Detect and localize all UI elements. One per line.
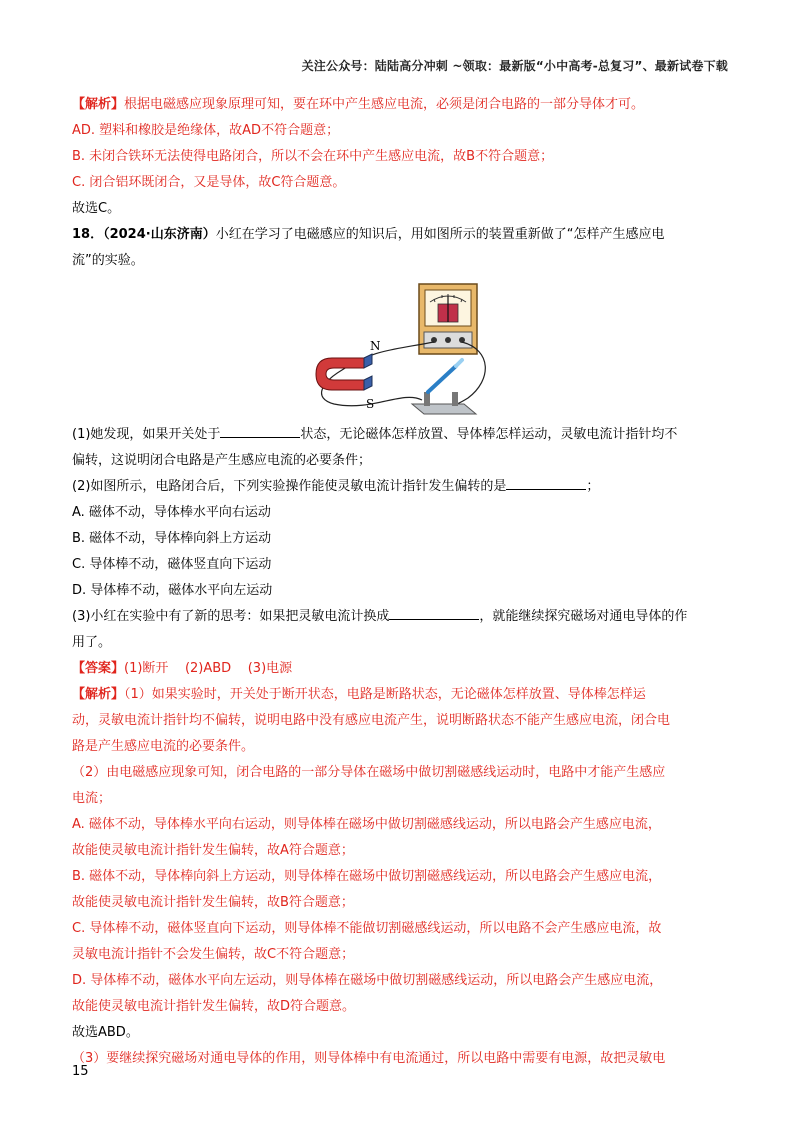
- a2-a-line-1: A. 磁体不动，导体棒水平向右运动，则导体棒在磁场中做切割磁感线运动，所以电路会产生感应电流，: [72, 817, 661, 832]
- conductor-rod-assembly: [412, 360, 476, 414]
- q18-part1-line1: [72, 422, 728, 448]
- q18-part1-line2: 偏转，这说明闭合电路是产生感应电流的必要条件；: [72, 453, 372, 468]
- answer-blank-3[interactable]: [389, 604, 479, 620]
- a2-choice: 故选ABD。: [72, 1025, 139, 1040]
- answer-text: (1)断开 (2)ABD (3)电源: [124, 661, 293, 676]
- q18-part2: [72, 474, 728, 500]
- q18-stem-1: [72, 222, 728, 248]
- a2-c-line-1: C. 导体棒不动，磁体竖直向下运动，则导体棒不能做切割磁感线运动，所以电路不会产生感应电流，故: [72, 921, 662, 936]
- q18-number: 18．: [72, 227, 104, 242]
- option-b: B. 磁体不动，导体棒向斜上方运动: [72, 531, 272, 546]
- page-header: 关注公众号：陆陆高分冲刺 ~领取：最新版“小中高考-总复习”、最新试卷下载: [301, 59, 728, 73]
- q18-answer: [72, 656, 728, 682]
- a1-line-2: 动，灵敏电流计指针均不偏转，说明电路中没有感应电流产生，说明断路状态不能产生感应电流，闭合电: [72, 713, 671, 728]
- p2-text-b: ；: [586, 479, 600, 494]
- a2-b-line-2: 故能使灵敏电流计指针发生偏转，故B符合题意；: [72, 895, 354, 910]
- q18-analysis-1: [72, 682, 728, 708]
- q18-part3-line1: [72, 604, 728, 630]
- page-number: 15: [72, 1064, 89, 1079]
- page-content: [72, 92, 728, 1072]
- option-c: C. 导体棒不动，磁体竖直向下运动: [72, 557, 272, 572]
- a2-d-line-2: 故能使灵敏电流计指针发生偏转，故D符合题意。: [72, 999, 356, 1014]
- p3-text-b: ，就能继续探究磁场对通电导体的作: [479, 609, 688, 624]
- p1-text-b: 状态，无论磁体怎样放置、导体棒怎样运动，灵敏电流计指针均不: [300, 427, 678, 442]
- prev-choice: 故选C。: [72, 201, 121, 216]
- answer-label: 【答案】: [72, 661, 125, 676]
- a1-line-3: 路是产生感应电流的必要条件。: [72, 739, 255, 754]
- a2-c-line-2: 灵敏电流计指针不会发生偏转，故C不符合题意；: [72, 947, 355, 962]
- answer-blank-2[interactable]: [506, 474, 586, 490]
- experiment-illustration: [72, 280, 728, 422]
- a3-line-1: （3）要继续探究磁场对通电导体的作用，则导体棒中有电流通过，所以电路中需要有电源，故把灵敏电: [72, 1051, 666, 1066]
- option-d: D. 导体棒不动，磁体水平向左运动: [72, 583, 273, 598]
- p3-text-a: (3)小红在实验中有了新的思考：如果把灵敏电流计换成: [72, 609, 390, 624]
- a1-line-1: （1）如果实验时，开关处于断开状态，电路是断路状态，无论磁体怎样放置、导体棒怎样运: [124, 687, 646, 702]
- q18-part3-line2: 用了。: [72, 635, 112, 650]
- magnet-n-label: N: [370, 339, 381, 353]
- a2-d-line-1: D. 导体棒不动，磁体水平向左运动，则导体棒在磁场中做切割磁感线运动，所以电路会产生感应电流，: [72, 973, 663, 988]
- experiment-figure: [72, 280, 728, 422]
- prev-line-c: C. 闭合铝环既闭合，又是导体，故C符合题意。: [72, 175, 346, 190]
- prev-line-b: B. 未闭合铁环无法使得电路闭合，所以不会在环中产生感应电流，故B不符合题意；: [72, 149, 554, 164]
- q18-stem-text: 小红在学习了电磁感应的知识后，用如图所示的装置重新做了“怎样产生感应电: [215, 227, 665, 242]
- a2-a-line-2: 故能使灵敏电流计指针发生偏转，故A符合题意；: [72, 843, 354, 858]
- magnet-s-label: S: [366, 397, 375, 411]
- p2-text-a: (2)如图所示，电路闭合后，下列实验操作能使灵敏电流计指针发生偏转的是: [72, 479, 507, 494]
- analysis-text: 根据电磁感应现象原理可知，要在环中产生感应电流，必须是闭合电路的一部分导体才可。: [124, 97, 645, 112]
- p1-text-a: (1)她发现，如果开关处于: [72, 427, 221, 442]
- option-a: A. 磁体不动，导体棒水平向右运动: [72, 505, 271, 520]
- analysis-label: 【解析】: [72, 97, 125, 112]
- answer-blank-1[interactable]: [220, 422, 300, 438]
- a2-line-1: （2）由电磁感应现象可知，闭合电路的一部分导体在磁场中做切割磁感线运动时，电路中才能产生感应: [72, 765, 666, 780]
- prev-analysis: [72, 92, 728, 118]
- q18-stem-2: 流”的实验。: [72, 253, 144, 268]
- q18-analysis-label: 【解析】: [72, 687, 125, 702]
- a2-b-line-1: B. 磁体不动，导体棒向斜上方运动，则导体棒在磁场中做切割磁感线运动，所以电路会产生感应电流，: [72, 869, 662, 884]
- a2-line-2: 电流；: [72, 791, 112, 806]
- prev-line-ad: AD. 塑料和橡胶是绝缘体，故AD不符合题意；: [72, 123, 340, 138]
- q18-source: （2024·山东济南）: [103, 227, 216, 242]
